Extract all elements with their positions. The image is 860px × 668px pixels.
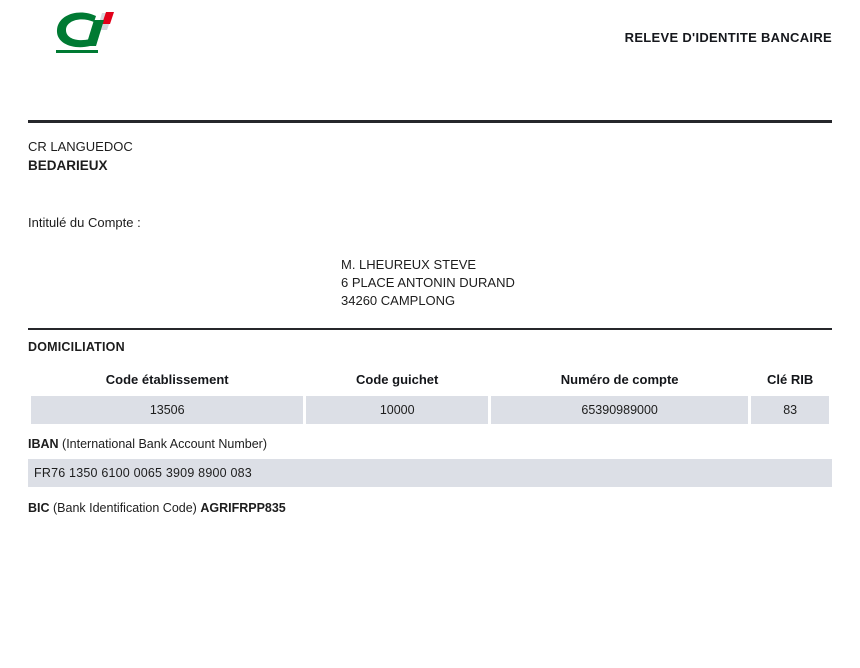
- header-numero-compte: Numéro de compte: [560, 372, 679, 387]
- header-code-guichet: Code guichet: [356, 372, 439, 387]
- value-numero-compte: 65390989000: [491, 396, 748, 424]
- value-cle-rib: 83: [751, 396, 829, 424]
- account-label: Intitulé du Compte :: [28, 215, 141, 230]
- iban-label-rest: (International Bank Account Number): [58, 437, 268, 451]
- header-cle-rib: Clé RIB: [767, 372, 814, 387]
- table-header-row: [31, 372, 829, 396]
- holder-line-3: 34260 CAMPLONG: [341, 293, 456, 308]
- document-title: RELEVE D'IDENTITE BANCAIRE: [624, 30, 832, 45]
- bic-line: [28, 487, 832, 515]
- iban-label-bold: IBAN: [28, 437, 59, 451]
- credit-agricole-logo-icon: [50, 10, 122, 62]
- document-header: [28, 0, 832, 120]
- bic-label-bold: BIC: [28, 501, 50, 515]
- account-holder: [341, 230, 832, 328]
- table-row: [31, 396, 829, 424]
- rib-table: [28, 372, 832, 424]
- value-code-etablissement: 13506: [31, 396, 303, 424]
- holder-line-1: M. LHEUREUX STEVE: [341, 257, 477, 272]
- header-code-etablissement: Code établissement: [105, 372, 229, 387]
- bank-name: CR LANGUEDOC: [28, 139, 133, 154]
- domiciliation-title: DOMICILIATION: [28, 340, 125, 354]
- bank-branch: BEDARIEUX: [28, 158, 108, 173]
- bic-label-rest: (Bank Identification Code): [49, 501, 201, 515]
- iban-label: [28, 424, 832, 459]
- holder-line-2: 6 PLACE ANTONIN DURAND: [341, 275, 515, 290]
- bank-block: [28, 123, 832, 175]
- value-code-guichet: 10000: [306, 396, 488, 424]
- bic-value: AGRIFRPP835: [200, 501, 286, 515]
- iban-value: FR76 1350 6100 0065 3909 8900 083: [28, 459, 832, 487]
